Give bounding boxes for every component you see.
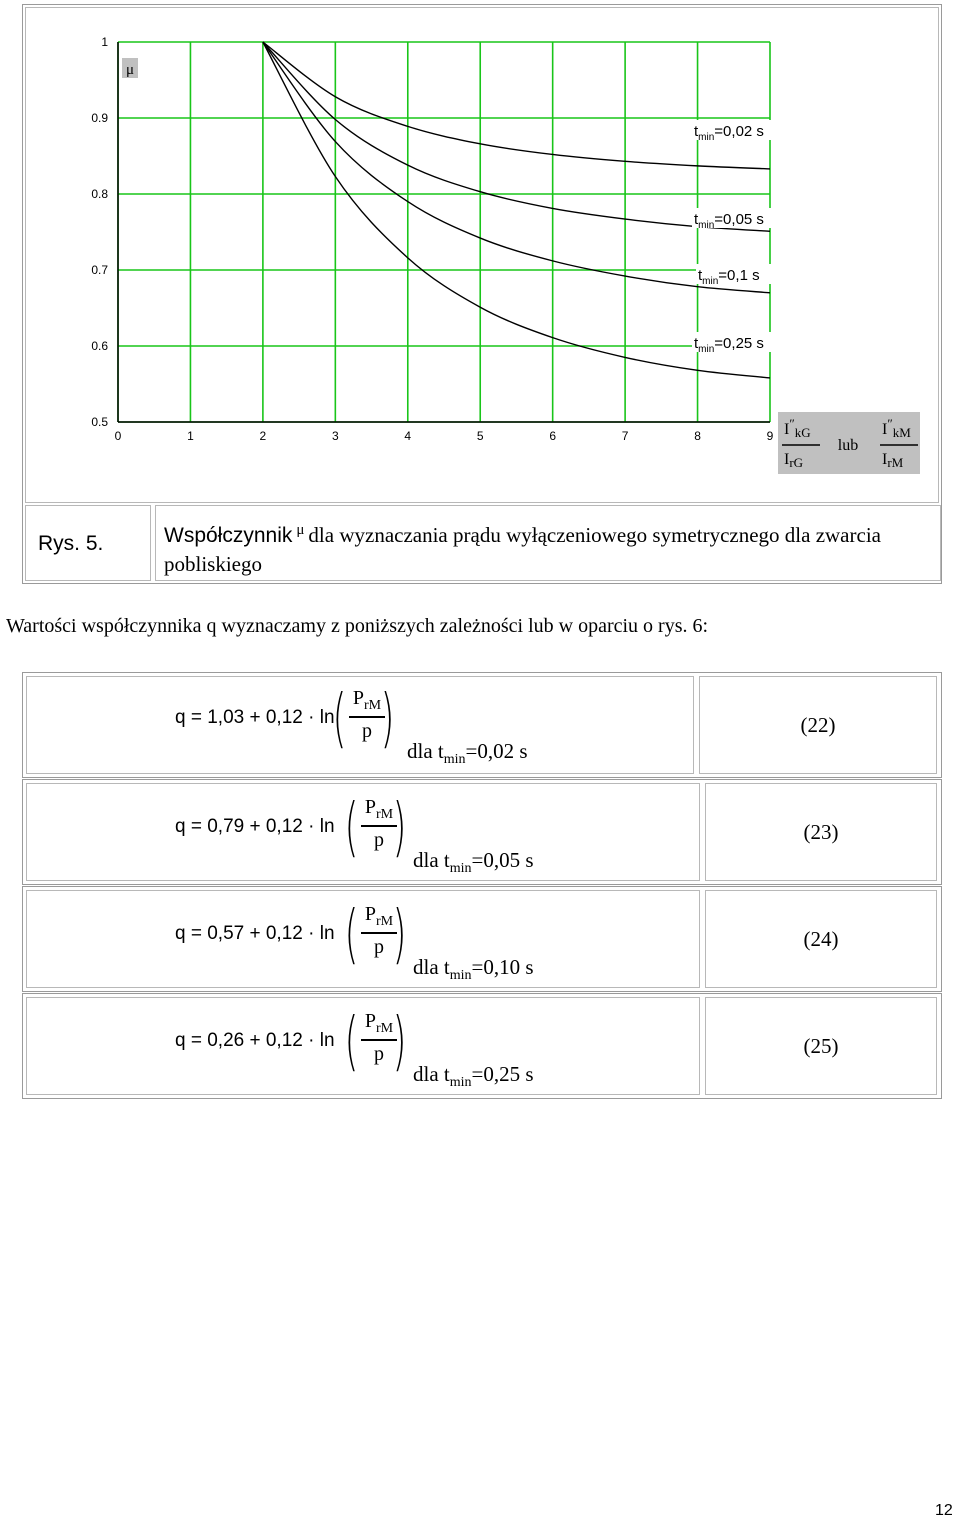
fraction-bar	[349, 716, 385, 718]
curve-label: $t_{min}=0,25$ s	[694, 335, 764, 355]
fraction-numerator-sub: rM	[376, 807, 394, 822]
caption-word: Współczynnik	[164, 524, 293, 547]
equation-number: (25)	[803, 1034, 839, 1058]
fraction-numerator-sub: rM	[364, 698, 382, 713]
equation-number: (23)	[803, 820, 839, 844]
formula-lhs: q = 1,03 + 0,12 · ln	[175, 707, 335, 728]
formula-fraction	[344, 898, 409, 973]
curve-label: $t_{min}=0,1$ s	[698, 267, 760, 287]
fraction-numerator: P	[364, 1010, 376, 1032]
y-tick-label: 0.8	[91, 187, 108, 201]
x-tick-label: 3	[331, 429, 339, 443]
left-paren: (	[344, 791, 359, 865]
left-paren: (	[344, 898, 359, 972]
chart-overlays	[122, 58, 920, 474]
fraction-denominator: p	[362, 720, 372, 742]
formula-row-22	[22, 672, 942, 778]
formula-cell	[26, 676, 694, 774]
ratio-motor-numerator: $I''_{kM}$	[882, 416, 911, 440]
left-paren: (	[344, 1005, 359, 1079]
curve-label: $t_{min}=0,02$ s	[694, 123, 764, 143]
equation-number-cell	[705, 997, 937, 1095]
x-tick-label: 7	[621, 429, 629, 443]
caption-rest: dla wyznaczania prądu wyłączeniowego symetrycznego dla zwarcia pobliskiego	[164, 523, 881, 576]
equation-number: (24)	[803, 927, 839, 951]
right-paren: )	[392, 791, 407, 865]
right-paren: )	[392, 898, 407, 972]
chart-ticks	[91, 35, 773, 443]
page-number: 12	[935, 1502, 953, 1519]
mu-axis-label: μ	[125, 62, 135, 78]
fraction-numerator: P	[364, 903, 376, 925]
caption-text-cell	[155, 505, 941, 581]
ratio-generator-numerator: $I''_{kG}$	[784, 416, 811, 440]
equation-number-cell	[699, 676, 937, 774]
formula-cell	[26, 890, 700, 988]
ratio-lub: lub	[837, 437, 859, 454]
fraction-numerator-sub: rM	[376, 1021, 394, 1036]
fraction-denominator: p	[374, 829, 384, 851]
figure-chart-cell	[25, 7, 939, 503]
formula-fraction	[344, 791, 409, 866]
x-tick-label: 2	[259, 429, 267, 443]
condition-text: dla $t_{min}=0,05$ s	[413, 848, 534, 877]
y-tick-label: 0.5	[91, 415, 108, 429]
mu-chart	[26, 8, 938, 502]
formula-row-23	[22, 779, 942, 885]
x-tick-label: 6	[549, 429, 557, 443]
left-paren: (	[332, 682, 347, 756]
fraction-numerator: P	[364, 796, 376, 818]
curve-series	[263, 42, 770, 293]
condition-text: dla $t_{min}=0,10$ s	[413, 955, 534, 984]
formula-row-25	[22, 993, 942, 1099]
y-tick-label: 0.7	[91, 263, 108, 277]
curve-series	[263, 42, 770, 169]
fraction-bar	[361, 932, 397, 934]
ratio-motor-denominator: IrM	[882, 451, 904, 470]
x-tick-label: 1	[187, 429, 194, 443]
equation-number: (22)	[800, 713, 836, 737]
x-tick-label: 5	[476, 429, 484, 443]
y-tick-label: 0.9	[91, 111, 108, 125]
fraction-bar	[361, 825, 397, 827]
x-tick-label: 9	[766, 429, 774, 443]
caption-label-cell	[25, 505, 151, 581]
intro-paragraph: Wartości współczynnika q wyznaczamy z poniższych zależności lub w oparciu o rys. 6:	[6, 615, 709, 637]
curve-label: $t_{min}=0,05$ s	[694, 211, 764, 231]
ratio-generator-denominator: IrG	[784, 451, 804, 470]
x-tick-label: 8	[694, 429, 701, 443]
caption-mu-symbol: μ	[296, 522, 305, 538]
condition-text: dla $t_{min}=0,02$ s	[407, 739, 528, 768]
fraction-denominator: p	[374, 1043, 384, 1065]
fraction-numerator: P	[352, 687, 364, 709]
fraction-bar	[361, 1039, 397, 1041]
x-tick-label: 4	[404, 429, 412, 443]
fraction-denominator: p	[374, 936, 384, 958]
y-tick-label: 0.6	[91, 339, 108, 353]
chart-grid	[118, 42, 770, 422]
formula-cell	[26, 783, 700, 881]
formula-cell	[26, 997, 700, 1095]
formula-lhs: q = 0,26 + 0,12 · ln	[175, 1030, 335, 1051]
figure-number: Rys. 5.	[38, 532, 104, 555]
x-tick-label: 0	[114, 429, 122, 443]
figure-table	[22, 4, 942, 584]
fraction-numerator-sub: rM	[376, 914, 394, 929]
equation-number-cell	[705, 890, 937, 988]
formula-fraction	[344, 1005, 409, 1080]
condition-text: dla $t_{min}=0,25$ s	[413, 1062, 534, 1091]
formula-fraction	[332, 682, 397, 757]
figure-caption	[164, 516, 934, 578]
right-paren: )	[380, 682, 395, 756]
formula-lhs: q = 0,57 + 0,12 · ln	[175, 923, 335, 944]
formula-lhs: q = 0,79 + 0,12 · ln	[175, 816, 335, 837]
equation-number-cell	[705, 783, 937, 881]
y-tick-label: 1	[101, 35, 108, 49]
right-paren: )	[392, 1005, 407, 1079]
formula-row-24	[22, 886, 942, 992]
